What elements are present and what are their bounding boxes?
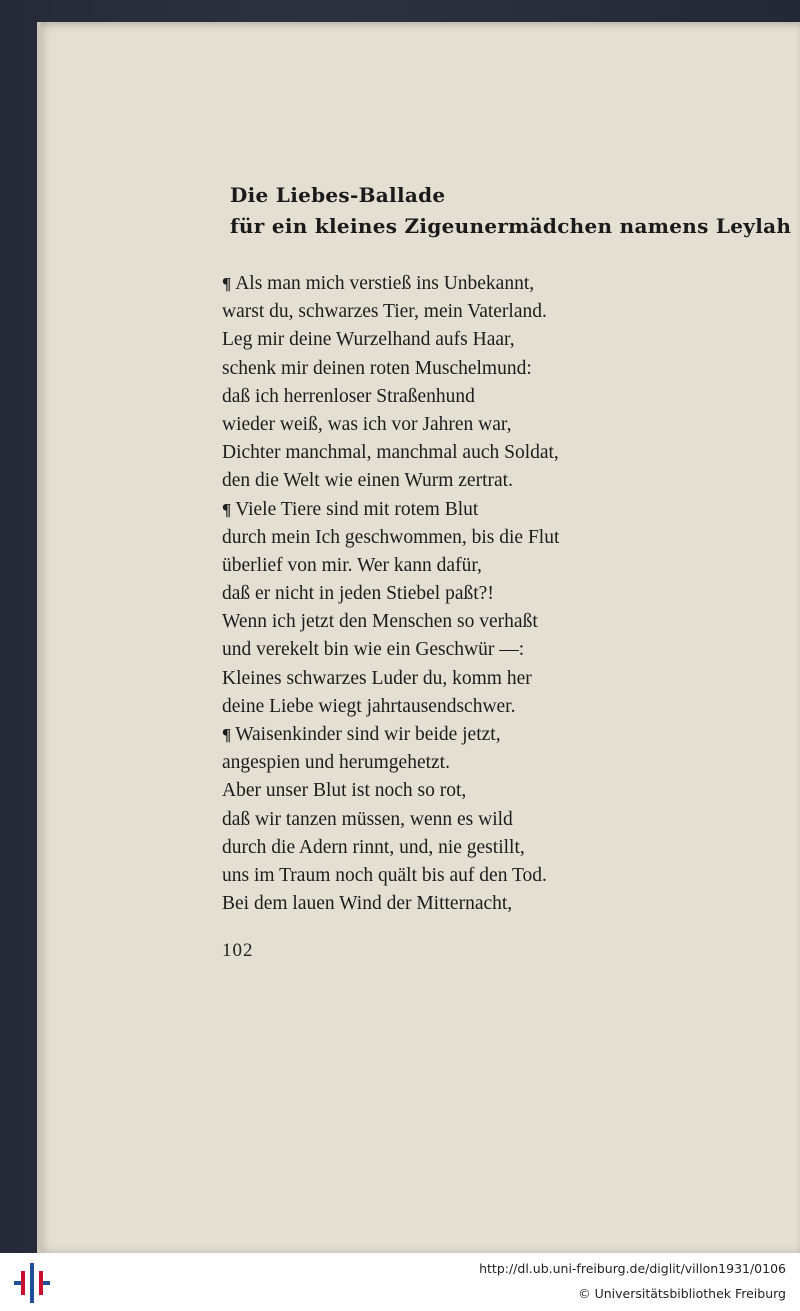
page-number: 102 xyxy=(222,940,254,961)
poem-line: Dichter manchmal, manchmal auch Soldat, xyxy=(222,442,559,464)
poem-line: daß er nicht in jeden Stiebel paßt?! xyxy=(222,583,494,605)
pilcrow-icon: ¶ xyxy=(222,499,232,519)
poem-line: überlief von mir. Wer kann dafür, xyxy=(222,554,482,576)
poem-line: daß wir tanzen müssen, wenn es wild xyxy=(222,808,513,830)
pilcrow-icon: ¶ xyxy=(222,274,232,293)
pilcrow-icon: ¶ xyxy=(222,725,232,744)
poem-line: angespien und herumgehetzt. xyxy=(222,752,450,774)
poem-line: Leg mir deine Wurzelhand aufs Haar, xyxy=(222,329,515,351)
page-edge xyxy=(37,22,41,1253)
poem-line: den die Welt wie einen Wurm zertrat. xyxy=(222,470,513,492)
poem-subtitle: für ein kleines Zigeunermädchen namens Leylah xyxy=(230,214,792,238)
poem-line: durch mein Ich geschwommen, bis die Flut xyxy=(222,526,560,548)
poem-line: uns im Traum noch quält bis auf den Tod. xyxy=(222,864,547,886)
poem-line: Kleines schwarzes Luder du, komm her xyxy=(222,667,532,689)
poem-line: deine Liebe wiegt jahrtausendschwer. xyxy=(222,695,516,717)
poem-line: Bei dem lauen Wind der Mitternacht, xyxy=(222,893,513,915)
library-logo-icon xyxy=(14,1263,50,1303)
permalink-url[interactable]: http://dl.ub.uni-freiburg.de/diglit/villon1931/0106 xyxy=(479,1261,786,1276)
viewer-footer xyxy=(0,1253,800,1311)
poem-line: ¶ Viele Tiere sind mit rotem Blut xyxy=(222,498,479,520)
poem-line: Aber unser Blut ist noch so rot, xyxy=(222,780,467,802)
poem-line: warst du, schwarzes Tier, mein Vaterland. xyxy=(222,301,547,323)
poem-line: schenk mir deinen roten Muschelmund: xyxy=(222,357,532,379)
poem-line: durch die Adern rinnt, und, nie gestillt, xyxy=(222,836,525,858)
poem-line: daß ich herrenloser Straßenhund xyxy=(222,385,475,407)
poem-text xyxy=(222,270,559,918)
poem-line: ¶ Als man mich verstieß ins Unbekannt, xyxy=(222,273,535,294)
poem-line: und verekelt bin wie ein Geschwür —: xyxy=(222,639,525,661)
poem-line: ¶ Waisenkinder sind wir beide jetzt, xyxy=(222,724,501,745)
poem-title: Die Liebes-Ballade xyxy=(230,183,446,207)
poem-line: Wenn ich jetzt den Menschen so verhaßt xyxy=(222,611,538,633)
copyright-notice: © Universitätsbibliothek Freiburg xyxy=(578,1286,786,1301)
poem-line: wieder weiß, was ich vor Jahren war, xyxy=(222,413,512,435)
